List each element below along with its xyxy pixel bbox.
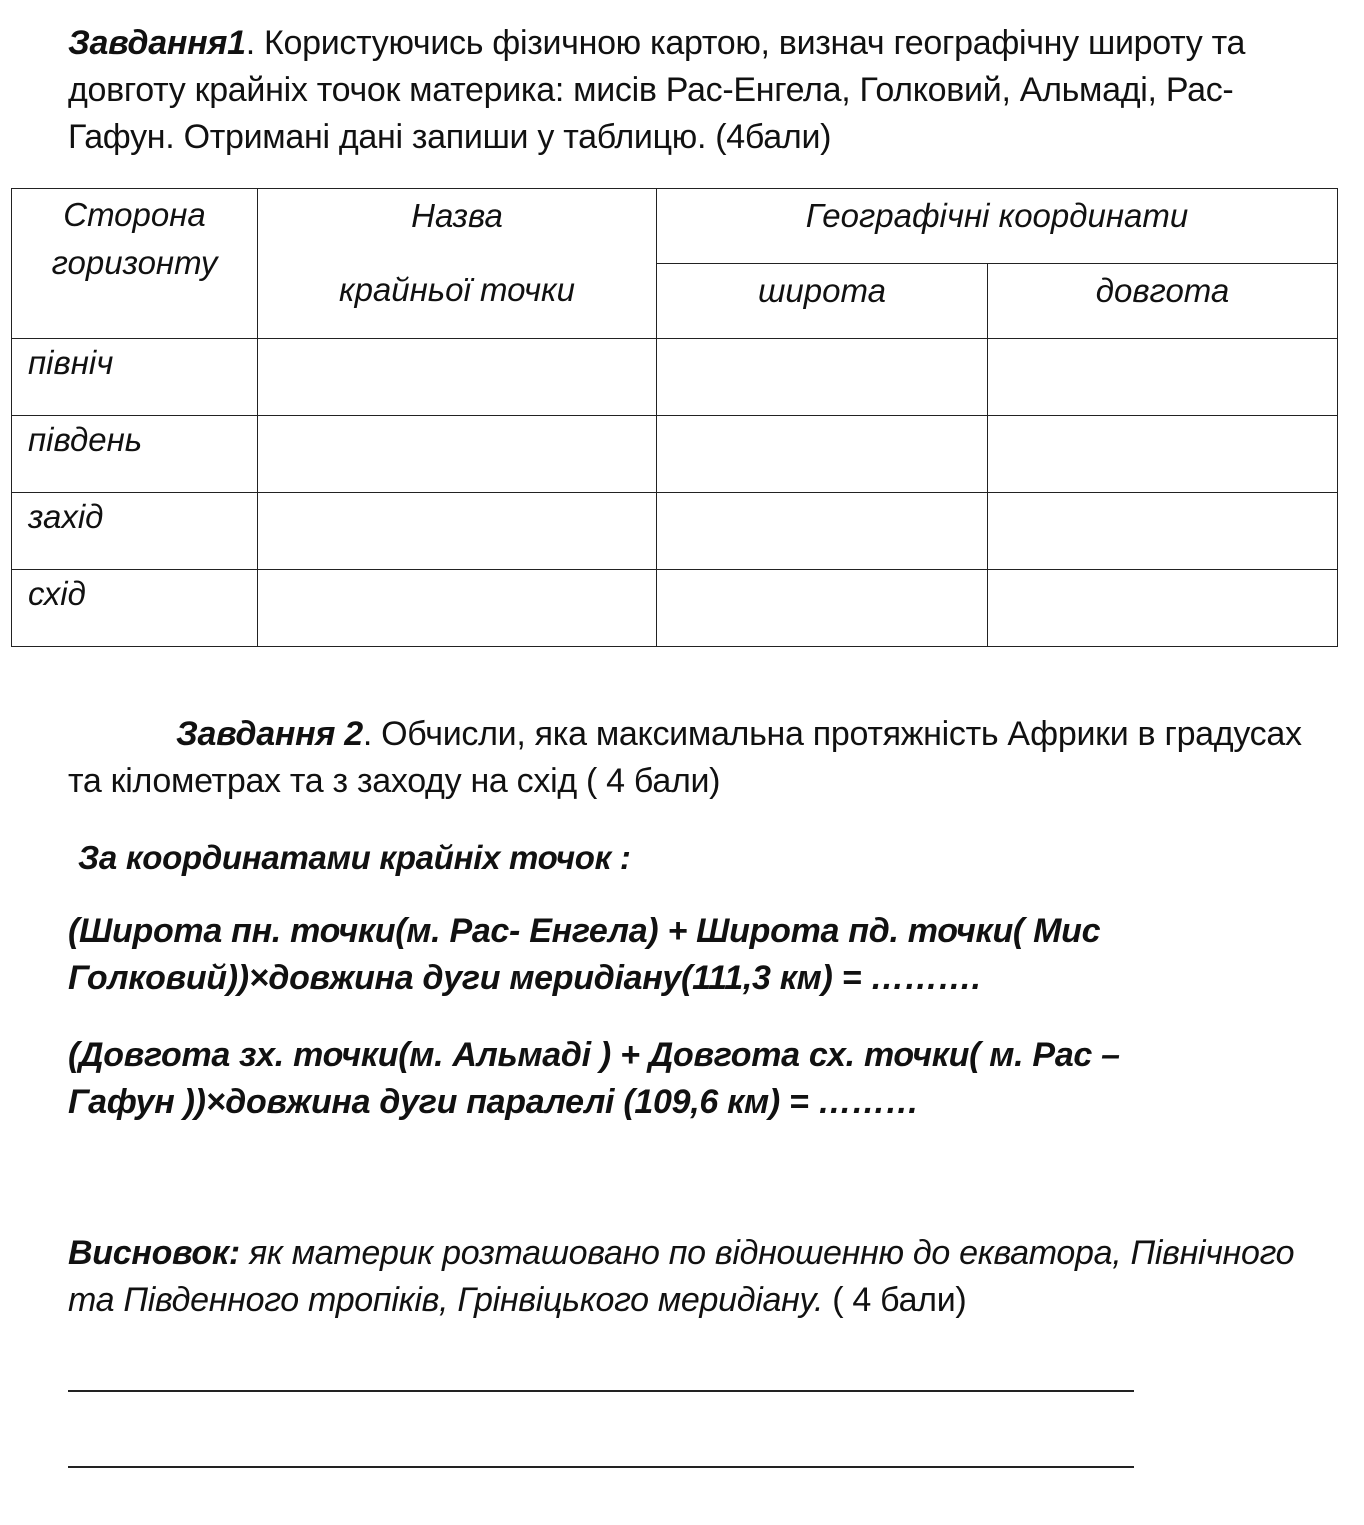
extreme-points-table <box>11 188 1338 647</box>
row-name-cell <box>258 416 657 493</box>
task1-text: . Користуючись фізичною картою, визнач географічну широту та довготу крайніх точок материка: мисів Рас-Енгела, Голковий, Альмаді, Рас-Гафун. Отримані дані запиши у таблицю. (4бали) <box>68 24 1246 156</box>
task2-paragraph <box>68 711 1308 805</box>
row-latitude-cell <box>657 416 988 493</box>
task1-paragraph <box>68 20 1338 161</box>
task1-label: Завдання1 <box>68 24 246 62</box>
conclusion-paragraph <box>68 1230 1308 1324</box>
row-longitude-cell <box>988 339 1338 416</box>
row-latitude-cell <box>657 493 988 570</box>
table-row <box>12 570 1338 647</box>
row-latitude-cell <box>657 339 988 416</box>
row-name-cell <box>258 493 657 570</box>
header-name <box>258 189 657 339</box>
row-longitude-cell <box>988 570 1338 647</box>
header-side <box>12 189 258 339</box>
header-name-line2: крайньої точки <box>338 271 575 308</box>
table-row <box>12 339 1338 416</box>
longitude-formula: (Довгота зх. точки(м. Альмаді ) + Довгота сх. точки( м. Рас – Гафун ))×довжина дуги паралелі (109,6 км) = ……… <box>68 1036 1120 1121</box>
row-latitude-cell <box>657 570 988 647</box>
row-direction: захід <box>12 493 258 570</box>
table-row <box>12 493 1338 570</box>
task2-text: . Обчисли, яка максимальна протяжність Африки в градусах та кілометрах та з заходу на схід ( 4 бали) <box>68 715 1302 800</box>
row-name-cell <box>258 339 657 416</box>
header-name-line1: Назва <box>411 197 503 234</box>
table-row <box>12 416 1338 493</box>
task2-label: Завдання 2 <box>176 715 363 753</box>
answer-line[interactable] <box>68 1466 1134 1468</box>
row-direction: південь <box>12 416 258 493</box>
conclusion-label: Висновок: <box>68 1234 240 1272</box>
header-side-line2: горизонту <box>51 244 218 281</box>
row-name-cell <box>258 570 657 647</box>
row-longitude-cell <box>988 416 1338 493</box>
row-longitude-cell <box>988 493 1338 570</box>
conclusion-text: як материк розташовано по відношенню до екватора, Північного та Південного тропіків, Грінвіцького меридіану. <box>68 1234 1295 1319</box>
conclusion-points: ( 4 бали) <box>823 1281 967 1319</box>
answer-line[interactable] <box>68 1390 1134 1392</box>
header-coordinates: Географічні координати <box>657 189 1338 264</box>
header-longitude: довгота <box>988 264 1338 339</box>
header-latitude: широта <box>657 264 988 339</box>
row-direction: схід <box>12 570 258 647</box>
row-direction: північ <box>12 339 258 416</box>
coordinates-heading: За координатами крайніх точок : <box>78 839 631 876</box>
latitude-formula: (Широта пн. точки(м. Рас- Енгела) + Широта пд. точки( Мис Голковий))×довжина дуги меридіану(111,3 км) = ………. <box>68 912 1101 997</box>
header-side-line1: Сторона <box>63 196 206 233</box>
